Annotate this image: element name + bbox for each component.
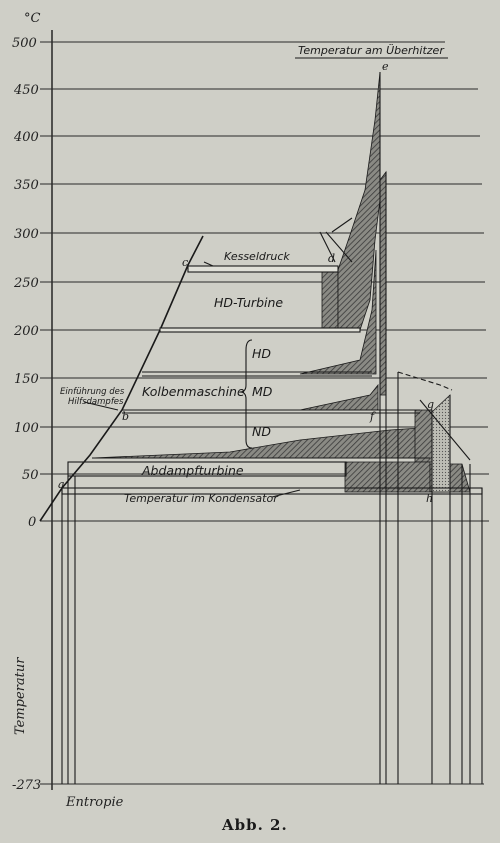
svg-text:h: h (426, 492, 434, 505)
svg-text:200: 200 (14, 324, 39, 339)
exhaust-turbine-label: Abdampfturbine (142, 463, 244, 478)
y-axis-label: Temperatur (13, 657, 28, 735)
svg-text:e: e (382, 60, 389, 73)
hd-label: HD (252, 346, 272, 361)
hp-turbine-label: HD-Turbine (214, 295, 284, 310)
svg-text:0: 0 (28, 515, 37, 530)
piston-engine-label: Kolbenmaschine (142, 384, 245, 399)
y-unit: °C (24, 11, 41, 26)
svg-text:350: 350 (14, 178, 39, 193)
x-axis-label: Entropie (66, 795, 124, 810)
svg-text:400: 400 (14, 130, 39, 145)
svg-text:150: 150 (14, 372, 39, 387)
svg-text:300: 300 (14, 227, 39, 242)
svg-text:d: d (328, 252, 336, 265)
svg-text:450: 450 (14, 83, 39, 98)
superheater-label: Temperatur am Überhitzer (298, 44, 444, 57)
boiler-pressure-label: Kesseldruck (224, 250, 290, 263)
svg-text:250: 250 (14, 276, 39, 291)
aux-steam-label-2: Hilfsdampfes (68, 397, 124, 407)
svg-text:c: c (182, 256, 189, 269)
aux-steam-label-1: Einführung des (60, 387, 125, 397)
svg-text:a: a (58, 478, 65, 491)
dotted-area (432, 395, 450, 492)
svg-text:g: g (427, 398, 435, 411)
svg-text:100: 100 (14, 421, 39, 436)
figure-caption: Abb. 2. (222, 816, 288, 834)
svg-text:-273: -273 (12, 778, 42, 793)
md-label: MD (252, 384, 273, 399)
svg-text:500: 500 (12, 36, 37, 51)
svg-text:50: 50 (22, 468, 39, 483)
svg-text:f: f (370, 410, 375, 423)
svg-text:b: b (122, 410, 130, 423)
nd-label: ND (252, 424, 271, 439)
condenser-label: Temperatur im Kondensator (124, 492, 278, 505)
